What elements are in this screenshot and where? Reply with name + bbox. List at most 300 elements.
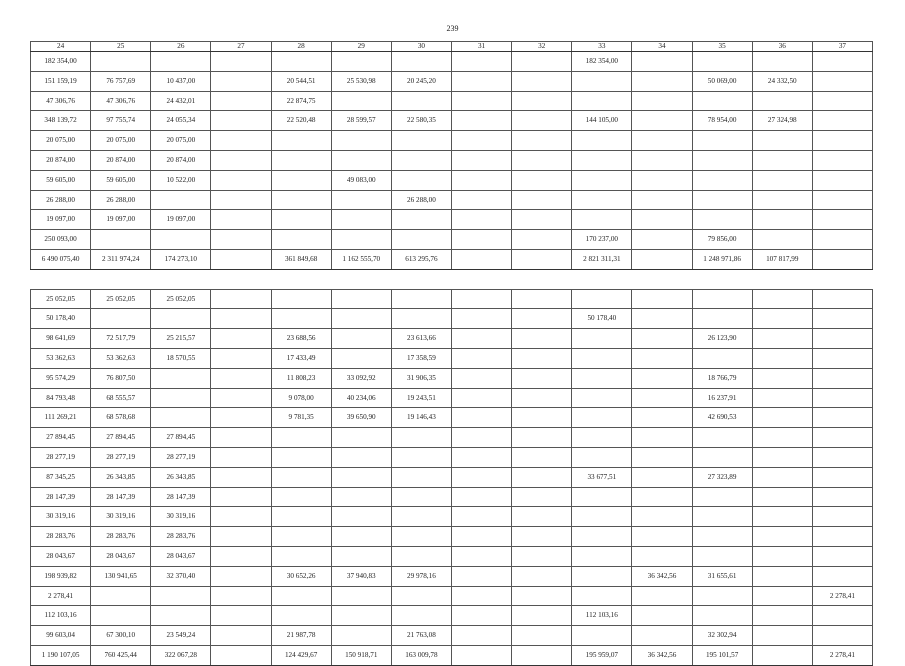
table-cell xyxy=(331,348,391,368)
table-cell xyxy=(812,447,872,467)
table-cell: 28 043,67 xyxy=(31,546,91,566)
table-cell xyxy=(391,210,451,230)
table-cell: 32 302,94 xyxy=(692,626,752,646)
table-cell xyxy=(151,190,211,210)
table-cell xyxy=(451,52,511,72)
table-cell: 28 147,39 xyxy=(91,487,151,507)
table-cell: 19 097,00 xyxy=(151,210,211,230)
table-cell: 49 083,00 xyxy=(331,170,391,190)
column-header: 34 xyxy=(632,42,692,52)
table-cell: 50 069,00 xyxy=(692,71,752,91)
table-cell xyxy=(692,309,752,329)
table-cell: 47 306,76 xyxy=(91,91,151,111)
table-row xyxy=(31,527,873,547)
table-cell xyxy=(752,626,812,646)
table-cell xyxy=(331,131,391,151)
table-cell xyxy=(151,586,211,606)
table-cell xyxy=(211,487,271,507)
table-cell xyxy=(211,408,271,428)
table-cell xyxy=(752,487,812,507)
table-cell: 98 641,69 xyxy=(31,329,91,349)
table-cell xyxy=(391,507,451,527)
table-cell xyxy=(451,606,511,626)
table-cell: 322 067,28 xyxy=(151,645,211,665)
table-cell xyxy=(451,566,511,586)
table-cell: 78 954,00 xyxy=(692,111,752,131)
table-cell: 25 052,05 xyxy=(91,289,151,309)
table-cell xyxy=(812,428,872,448)
column-header: 30 xyxy=(391,42,451,52)
table-row xyxy=(31,289,873,309)
table-cell: 23 549,24 xyxy=(151,626,211,646)
table-cell xyxy=(211,91,271,111)
table-cell xyxy=(211,71,271,91)
table-cell xyxy=(572,210,632,230)
table-header xyxy=(31,42,873,52)
table-cell xyxy=(572,527,632,547)
table-cell xyxy=(692,507,752,527)
table-cell xyxy=(512,111,572,131)
table-cell xyxy=(572,71,632,91)
table-cell: 2 821 311,31 xyxy=(572,249,632,269)
table-cell xyxy=(512,546,572,566)
table-cell xyxy=(271,230,331,250)
table-cell xyxy=(451,91,511,111)
table-cell xyxy=(271,428,331,448)
table-cell xyxy=(752,566,812,586)
table-cell xyxy=(512,388,572,408)
table-cell xyxy=(512,348,572,368)
data-table xyxy=(30,41,873,666)
table-cell: 25 052,05 xyxy=(31,289,91,309)
table-cell xyxy=(331,52,391,72)
table-cell: 31 906,35 xyxy=(391,368,451,388)
table-cell xyxy=(572,91,632,111)
table-cell: 76 757,69 xyxy=(91,71,151,91)
table-cell xyxy=(812,626,872,646)
table-cell xyxy=(451,71,511,91)
table-cell xyxy=(572,190,632,210)
table-cell xyxy=(632,71,692,91)
table-cell xyxy=(752,269,812,289)
table-cell xyxy=(391,52,451,72)
table-cell xyxy=(572,447,632,467)
table-cell xyxy=(812,111,872,131)
table-cell xyxy=(512,230,572,250)
table-cell xyxy=(91,269,151,289)
table-cell xyxy=(752,309,812,329)
table-cell: 39 650,90 xyxy=(331,408,391,428)
table-cell: 26 288,00 xyxy=(91,190,151,210)
table-cell xyxy=(752,170,812,190)
table-cell xyxy=(512,289,572,309)
table-cell: 59 605,00 xyxy=(91,170,151,190)
table-cell xyxy=(752,645,812,665)
table-cell: 42 690,53 xyxy=(692,408,752,428)
table-cell: 24 332,50 xyxy=(752,71,812,91)
table-cell xyxy=(812,408,872,428)
table-cell xyxy=(752,606,812,626)
table-cell xyxy=(572,388,632,408)
table-cell xyxy=(211,269,271,289)
table-cell xyxy=(391,447,451,467)
table-cell xyxy=(752,546,812,566)
table-cell: 9 781,35 xyxy=(271,408,331,428)
table-cell: 2 278,41 xyxy=(812,645,872,665)
table-cell: 21 987,78 xyxy=(271,626,331,646)
table-cell xyxy=(331,586,391,606)
table-row xyxy=(31,52,873,72)
table-cell xyxy=(692,52,752,72)
table-cell xyxy=(812,150,872,170)
table-cell: 20 075,00 xyxy=(91,131,151,151)
table-cell: 99 603,04 xyxy=(31,626,91,646)
table-cell xyxy=(812,507,872,527)
table-cell xyxy=(451,170,511,190)
table-cell xyxy=(752,388,812,408)
table-cell xyxy=(632,527,692,547)
table-row xyxy=(31,230,873,250)
table-cell: 26 123,90 xyxy=(692,329,752,349)
table-cell xyxy=(331,230,391,250)
table-cell: 33 092,92 xyxy=(331,368,391,388)
table-cell xyxy=(211,170,271,190)
table-cell: 26 343,85 xyxy=(151,467,211,487)
table-row xyxy=(31,467,873,487)
table-cell xyxy=(211,645,271,665)
table-cell xyxy=(391,269,451,289)
table-cell: 28 147,39 xyxy=(31,487,91,507)
table-cell xyxy=(572,329,632,349)
table-cell: 50 178,40 xyxy=(572,309,632,329)
column-header: 33 xyxy=(572,42,632,52)
table-cell: 97 755,74 xyxy=(91,111,151,131)
table-cell xyxy=(271,447,331,467)
table-cell xyxy=(812,210,872,230)
table-cell: 28 283,76 xyxy=(91,527,151,547)
table-cell xyxy=(512,131,572,151)
table-cell xyxy=(331,269,391,289)
table-cell xyxy=(331,428,391,448)
table-cell: 144 105,00 xyxy=(572,111,632,131)
table-cell xyxy=(692,131,752,151)
table-cell xyxy=(572,289,632,309)
table-cell: 112 103,16 xyxy=(572,606,632,626)
table-cell: 1 190 107,05 xyxy=(31,645,91,665)
table-cell xyxy=(331,190,391,210)
table-cell xyxy=(752,408,812,428)
column-header: 37 xyxy=(812,42,872,52)
table-cell: 27 894,45 xyxy=(91,428,151,448)
table-cell xyxy=(211,52,271,72)
table-cell xyxy=(271,606,331,626)
table-cell: 28 283,76 xyxy=(151,527,211,547)
table-row xyxy=(31,507,873,527)
table-cell xyxy=(572,487,632,507)
table-cell xyxy=(331,329,391,349)
table-cell xyxy=(211,626,271,646)
table-cell xyxy=(451,388,511,408)
table-cell xyxy=(91,52,151,72)
table-cell: 107 817,99 xyxy=(752,249,812,269)
table-cell xyxy=(632,626,692,646)
table-cell: 76 807,50 xyxy=(91,368,151,388)
table-cell xyxy=(211,230,271,250)
column-header: 27 xyxy=(211,42,271,52)
table-cell xyxy=(632,91,692,111)
table-cell: 28 147,39 xyxy=(151,487,211,507)
table-cell xyxy=(271,190,331,210)
table-cell xyxy=(391,487,451,507)
table-cell xyxy=(91,230,151,250)
table-cell xyxy=(752,428,812,448)
table-cell xyxy=(812,606,872,626)
table-cell xyxy=(632,269,692,289)
table-cell xyxy=(512,71,572,91)
table-cell xyxy=(812,230,872,250)
table-cell xyxy=(632,170,692,190)
table-cell xyxy=(632,230,692,250)
table-cell xyxy=(211,131,271,151)
table-cell xyxy=(331,467,391,487)
table-cell xyxy=(271,150,331,170)
table-cell: 50 178,40 xyxy=(31,309,91,329)
table-cell xyxy=(451,309,511,329)
table-row xyxy=(31,447,873,467)
table-cell: 95 574,29 xyxy=(31,368,91,388)
table-cell xyxy=(692,150,752,170)
table-cell: 150 918,71 xyxy=(331,645,391,665)
header-row xyxy=(31,42,873,52)
table-cell xyxy=(451,467,511,487)
table-cell: 19 243,51 xyxy=(391,388,451,408)
table-cell: 20 874,00 xyxy=(31,150,91,170)
table-cell xyxy=(151,606,211,626)
table-cell: 27 323,89 xyxy=(692,467,752,487)
table-cell: 2 278,41 xyxy=(31,586,91,606)
table-cell: 40 234,06 xyxy=(331,388,391,408)
table-cell xyxy=(451,487,511,507)
table-cell xyxy=(692,210,752,230)
table-cell: 16 237,91 xyxy=(692,388,752,408)
table-cell: 760 425,44 xyxy=(91,645,151,665)
table-cell xyxy=(632,428,692,448)
table-cell xyxy=(91,606,151,626)
table-cell xyxy=(632,190,692,210)
table-cell xyxy=(692,487,752,507)
table-cell xyxy=(271,131,331,151)
column-header: 35 xyxy=(692,42,752,52)
table-cell xyxy=(451,586,511,606)
table-cell: 28 043,67 xyxy=(151,546,211,566)
table-cell xyxy=(211,249,271,269)
table-cell xyxy=(512,487,572,507)
table-cell: 30 319,16 xyxy=(91,507,151,527)
table-cell xyxy=(451,447,511,467)
table-cell xyxy=(211,289,271,309)
table-cell: 23 688,56 xyxy=(271,329,331,349)
table-cell xyxy=(572,368,632,388)
table-cell xyxy=(451,111,511,131)
column-header: 28 xyxy=(271,42,331,52)
table-cell xyxy=(391,527,451,547)
table-cell xyxy=(391,586,451,606)
table-cell: 20 245,20 xyxy=(391,71,451,91)
table-cell: 27 324,98 xyxy=(752,111,812,131)
table-cell xyxy=(271,309,331,329)
table-cell: 1 162 555,70 xyxy=(331,249,391,269)
table-cell xyxy=(271,487,331,507)
table-cell xyxy=(391,289,451,309)
table-cell xyxy=(812,566,872,586)
column-header: 25 xyxy=(91,42,151,52)
table-cell xyxy=(271,527,331,547)
table-cell: 28 277,19 xyxy=(151,447,211,467)
table-cell xyxy=(572,546,632,566)
table-cell xyxy=(451,230,511,250)
table-cell xyxy=(812,269,872,289)
table-cell: 18 766,79 xyxy=(692,368,752,388)
table-cell xyxy=(812,289,872,309)
table-row xyxy=(31,329,873,349)
table-cell: 79 856,00 xyxy=(692,230,752,250)
table-cell: 1 248 971,86 xyxy=(692,249,752,269)
table-cell xyxy=(91,309,151,329)
table-cell xyxy=(752,230,812,250)
table-cell: 28 043,67 xyxy=(91,546,151,566)
table-cell xyxy=(692,170,752,190)
table-cell xyxy=(211,467,271,487)
table-cell: 250 093,00 xyxy=(31,230,91,250)
table-cell: 25 215,57 xyxy=(151,329,211,349)
table-cell xyxy=(331,606,391,626)
table-cell: 47 306,76 xyxy=(31,91,91,111)
table-cell xyxy=(512,408,572,428)
table-cell xyxy=(752,447,812,467)
table-cell: 20 075,00 xyxy=(151,131,211,151)
table-cell xyxy=(752,527,812,547)
table-cell: 163 009,78 xyxy=(391,645,451,665)
table-cell xyxy=(632,586,692,606)
table-cell xyxy=(692,546,752,566)
table-cell xyxy=(151,230,211,250)
table-cell: 53 362,63 xyxy=(91,348,151,368)
table-cell: 22 580,35 xyxy=(391,111,451,131)
table-cell xyxy=(632,289,692,309)
table-cell xyxy=(692,348,752,368)
table-cell xyxy=(391,546,451,566)
table-cell xyxy=(271,467,331,487)
table-cell xyxy=(151,408,211,428)
table-cell xyxy=(512,269,572,289)
table-cell xyxy=(812,487,872,507)
table-cell xyxy=(572,150,632,170)
table-body xyxy=(31,52,873,666)
table-cell xyxy=(211,586,271,606)
table-row xyxy=(31,428,873,448)
table-cell xyxy=(812,131,872,151)
table-cell xyxy=(512,645,572,665)
table-row xyxy=(31,210,873,230)
table-cell xyxy=(812,546,872,566)
table-cell xyxy=(271,586,331,606)
table-cell xyxy=(812,52,872,72)
table-cell xyxy=(151,269,211,289)
table-cell xyxy=(451,289,511,309)
table-cell xyxy=(151,52,211,72)
column-header: 32 xyxy=(512,42,572,52)
table-cell: 170 237,00 xyxy=(572,230,632,250)
table-cell xyxy=(211,368,271,388)
table-cell: 9 078,00 xyxy=(271,388,331,408)
table-cell xyxy=(752,467,812,487)
table-cell xyxy=(512,368,572,388)
table-cell xyxy=(271,170,331,190)
table-cell xyxy=(331,309,391,329)
table-cell: 19 146,43 xyxy=(391,408,451,428)
table-cell: 151 159,19 xyxy=(31,71,91,91)
table-cell: 33 677,51 xyxy=(572,467,632,487)
table-cell xyxy=(752,52,812,72)
table-cell xyxy=(211,348,271,368)
table-row xyxy=(31,150,873,170)
table-cell xyxy=(512,428,572,448)
table-cell xyxy=(451,645,511,665)
table-cell xyxy=(451,348,511,368)
table-cell xyxy=(812,348,872,368)
table-cell xyxy=(512,566,572,586)
table-cell: 124 429,67 xyxy=(271,645,331,665)
table-cell xyxy=(692,428,752,448)
table-cell: 30 319,16 xyxy=(31,507,91,527)
table-cell xyxy=(211,428,271,448)
table-cell: 87 345,25 xyxy=(31,467,91,487)
table-row xyxy=(31,586,873,606)
table-cell xyxy=(331,487,391,507)
table-cell xyxy=(812,91,872,111)
table-cell xyxy=(331,289,391,309)
table-cell: 53 362,63 xyxy=(31,348,91,368)
table-row xyxy=(31,71,873,91)
table-cell xyxy=(512,52,572,72)
column-header: 31 xyxy=(451,42,511,52)
table-cell xyxy=(391,150,451,170)
table-cell: 112 103,16 xyxy=(31,606,91,626)
table-row xyxy=(31,566,873,586)
table-cell: 29 978,16 xyxy=(391,566,451,586)
table-cell xyxy=(752,210,812,230)
table-cell xyxy=(812,527,872,547)
table-cell xyxy=(331,626,391,646)
table-cell xyxy=(331,507,391,527)
table-cell: 27 894,45 xyxy=(151,428,211,448)
table-cell: 613 295,76 xyxy=(391,249,451,269)
table-cell xyxy=(512,586,572,606)
table-cell xyxy=(572,408,632,428)
table-cell: 182 354,00 xyxy=(31,52,91,72)
table-cell xyxy=(391,428,451,448)
table-cell xyxy=(211,150,271,170)
table-cell: 67 300,10 xyxy=(91,626,151,646)
table-cell: 68 578,68 xyxy=(91,408,151,428)
table-cell xyxy=(752,586,812,606)
table-cell: 130 941,65 xyxy=(91,566,151,586)
table-cell xyxy=(512,606,572,626)
table-cell: 6 490 075,40 xyxy=(31,249,91,269)
table-cell: 24 432,01 xyxy=(151,91,211,111)
total-row xyxy=(31,249,873,269)
table-cell: 28 283,76 xyxy=(31,527,91,547)
